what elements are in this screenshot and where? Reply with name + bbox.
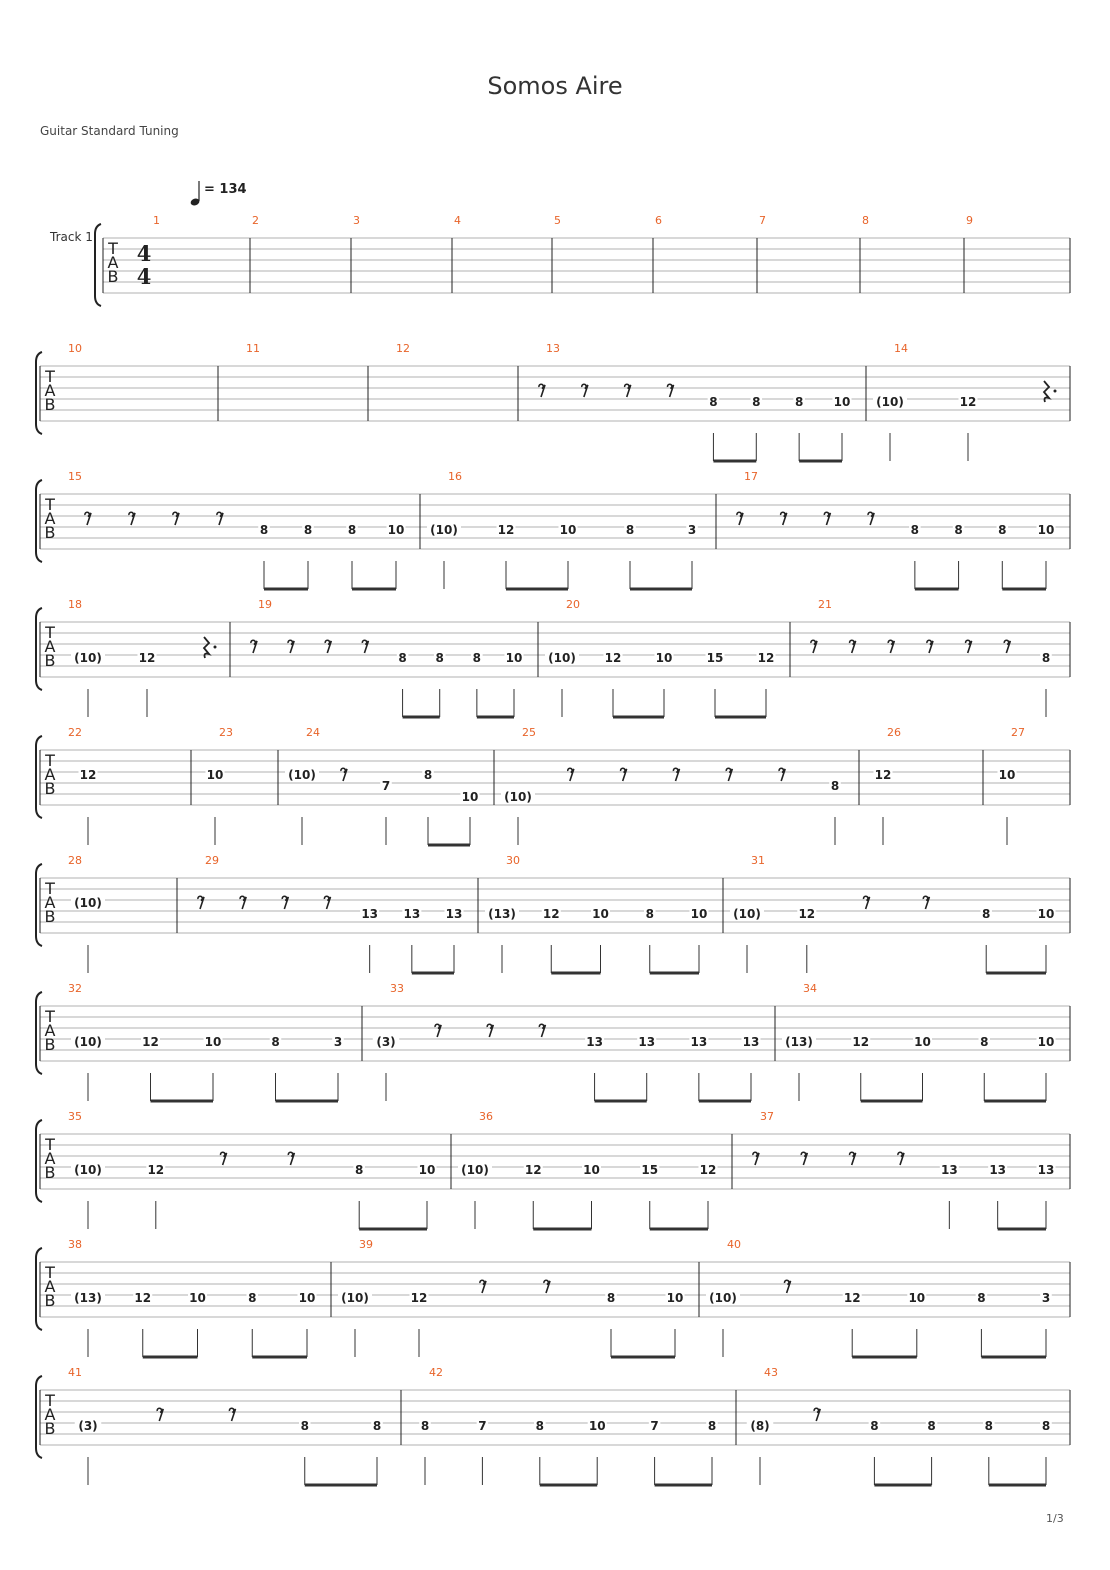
system-bracket xyxy=(36,1120,42,1202)
tab-clef-letter: T xyxy=(108,239,118,258)
eighth-rest xyxy=(173,512,179,525)
eighth-rest xyxy=(737,512,743,525)
measure-number: 9 xyxy=(966,214,973,227)
fret-number: 10 xyxy=(1037,523,1055,537)
fret-number: 8 xyxy=(303,523,313,537)
fret-number: 3 xyxy=(333,1035,343,1049)
fret-number: (10) xyxy=(548,651,576,665)
fret-number: 10 xyxy=(1037,907,1055,921)
fret-number: (3) xyxy=(376,1035,396,1049)
measure-number: 43 xyxy=(764,1366,778,1379)
tab-clef-letter: B xyxy=(44,779,56,798)
tab-clef-letter: T xyxy=(45,367,55,386)
fret-number: 8 xyxy=(259,523,269,537)
eighth-rest xyxy=(85,512,91,525)
tab-clef-letter: T xyxy=(45,1135,55,1154)
fret-number: 12 xyxy=(757,651,775,665)
fret-number: 12 xyxy=(959,395,977,409)
tab-clef-letter: B xyxy=(107,267,119,286)
measure-number: 28 xyxy=(68,854,82,867)
fret-number: 12 xyxy=(497,523,515,537)
tab-clef-letter: T xyxy=(45,879,55,898)
system-bracket xyxy=(36,864,42,946)
fret-number: 8 xyxy=(300,1419,309,1433)
fret-number: (3) xyxy=(78,1419,98,1433)
eighth-rest xyxy=(229,1408,235,1421)
eighth-rest xyxy=(668,384,674,397)
measure-number: 40 xyxy=(727,1238,741,1251)
eighth-rest xyxy=(625,384,631,397)
fret-number: 10 xyxy=(387,523,405,537)
tab-clef-letter: B xyxy=(44,1163,56,1182)
fret-number: 8 xyxy=(271,1035,280,1049)
eighth-rest xyxy=(850,640,856,653)
fret-number: 13 xyxy=(403,907,421,921)
eighth-rest xyxy=(801,1152,807,1165)
fret-number: (10) xyxy=(733,907,761,921)
eighth-rest xyxy=(864,896,870,909)
fret-number: 12 xyxy=(852,1035,870,1049)
eighth-rest xyxy=(850,1152,856,1165)
eighth-rest xyxy=(341,768,347,781)
eighth-rest xyxy=(811,640,817,653)
measure-number: 12 xyxy=(396,342,410,355)
fret-number: (13) xyxy=(488,907,516,921)
eighth-rest xyxy=(539,1024,545,1037)
tab-clef-letter: A xyxy=(44,765,56,784)
measure-number: 19 xyxy=(258,598,272,611)
eighth-rest xyxy=(568,768,574,781)
eighth-rest xyxy=(621,768,627,781)
fret-number: 12 xyxy=(843,1291,861,1305)
fret-number: 10 xyxy=(592,907,609,921)
eighth-rest xyxy=(966,640,972,653)
fret-number: 8 xyxy=(830,779,840,793)
fret-number: 8 xyxy=(910,523,920,537)
system-bracket xyxy=(36,1376,42,1458)
measure-number: 42 xyxy=(429,1366,443,1379)
fret-number: 13 xyxy=(638,1035,656,1049)
tab-clef-letter: T xyxy=(45,751,55,770)
fret-number: 8 xyxy=(998,523,1007,537)
fret-number: 12 xyxy=(699,1163,717,1177)
fret-number: 12 xyxy=(524,1163,542,1177)
tab-clef-letter: T xyxy=(45,1391,55,1410)
fret-number: 13 xyxy=(742,1035,760,1049)
eighth-rest xyxy=(868,512,874,525)
fret-number: (10) xyxy=(430,523,458,537)
fret-number: 8 xyxy=(606,1291,616,1305)
fret-number: 8 xyxy=(870,1419,879,1433)
eighth-rest xyxy=(435,1024,441,1037)
eighth-rest xyxy=(288,1152,294,1165)
eighth-rest xyxy=(582,384,588,397)
time-signature-top: 4 xyxy=(136,241,152,266)
fret-number: (13) xyxy=(74,1291,102,1305)
measure-number: 32 xyxy=(68,982,82,995)
tab-clef-letter: B xyxy=(44,651,56,670)
measure-number: 31 xyxy=(751,854,765,867)
tab-clef-letter: A xyxy=(44,1277,56,1296)
dot xyxy=(214,646,217,649)
fret-number: 10 xyxy=(998,768,1016,782)
measure-number: 35 xyxy=(68,1110,82,1123)
eighth-rest xyxy=(487,1024,493,1037)
measure-number: 6 xyxy=(655,214,662,227)
fret-number: 12 xyxy=(874,768,892,782)
fret-number: 8 xyxy=(954,523,963,537)
fret-number: 15 xyxy=(641,1163,659,1177)
measure-number: 26 xyxy=(887,726,901,739)
eighth-rest xyxy=(781,512,787,525)
fret-number: 8 xyxy=(248,1291,257,1305)
measure-number: 25 xyxy=(522,726,536,739)
fret-number: 12 xyxy=(798,907,816,921)
tab-clef-letter: A xyxy=(44,509,56,528)
fret-number: 8 xyxy=(645,907,654,921)
measure-number: 5 xyxy=(554,214,561,227)
fret-number: 13 xyxy=(586,1035,603,1049)
tab-clef-letter: A xyxy=(44,637,56,656)
fret-number: (10) xyxy=(74,651,102,665)
fret-number: 8 xyxy=(535,1419,544,1433)
fret-number: 8 xyxy=(347,523,357,537)
fret-number: 8 xyxy=(398,651,407,665)
measure-number: 39 xyxy=(359,1238,373,1251)
system-bracket xyxy=(36,608,42,690)
measure-number: 17 xyxy=(744,470,758,483)
tab-clef-letter: B xyxy=(44,1035,56,1054)
tab-clef-letter: A xyxy=(44,893,56,912)
fret-number: 10 xyxy=(298,1291,316,1305)
measure-number: 38 xyxy=(68,1238,82,1251)
tempo-marking: = 134 xyxy=(204,182,247,197)
eighth-rest xyxy=(282,896,288,909)
eighth-rest xyxy=(779,768,785,781)
fret-number: (10) xyxy=(341,1291,369,1305)
measure-number: 4 xyxy=(454,214,461,227)
tab-clef-letter: A xyxy=(44,381,56,400)
fret-number: (10) xyxy=(461,1163,489,1177)
measure-number: 15 xyxy=(68,470,82,483)
fret-number: 10 xyxy=(833,395,851,409)
measure-number: 23 xyxy=(219,726,233,739)
fret-number: 13 xyxy=(361,907,379,921)
fret-number: 8 xyxy=(472,651,482,665)
tab-clef-letter: T xyxy=(45,1007,55,1026)
eighth-rest xyxy=(824,512,830,525)
fret-number: 12 xyxy=(410,1291,428,1305)
fret-number: 8 xyxy=(423,768,433,782)
fret-number: 12 xyxy=(79,768,97,782)
eighth-rest xyxy=(480,1280,486,1293)
eighth-rest xyxy=(726,768,732,781)
fret-number: 10 xyxy=(690,907,708,921)
measure-number: 27 xyxy=(1011,726,1025,739)
fret-number: (10) xyxy=(876,395,904,409)
measure-number: 20 xyxy=(566,598,580,611)
eighth-rest xyxy=(923,896,929,909)
eighth-rest xyxy=(544,1280,550,1293)
fret-number: (10) xyxy=(504,790,532,804)
dot xyxy=(1054,390,1057,393)
fret-number: 7 xyxy=(650,1419,659,1433)
tab-clef-letter: B xyxy=(44,395,56,414)
fret-number: (10) xyxy=(74,1163,102,1177)
measure-number: 24 xyxy=(306,726,320,739)
fret-number: 7 xyxy=(478,1419,487,1433)
fret-number: 8 xyxy=(707,1419,717,1433)
fret-number: 3 xyxy=(687,523,697,537)
measure-number: 10 xyxy=(68,342,82,355)
time-signature-bottom: 4 xyxy=(136,264,152,289)
fret-number: 10 xyxy=(559,523,577,537)
song-title: Somos Aire xyxy=(487,72,623,100)
tab-clef-letter: T xyxy=(45,1263,55,1282)
measure-number: 29 xyxy=(205,854,219,867)
fret-number: 12 xyxy=(134,1291,152,1305)
tab-clef-letter: A xyxy=(44,1149,56,1168)
eighth-rest xyxy=(362,640,368,653)
fret-number: (10) xyxy=(74,896,102,910)
fret-number: 10 xyxy=(206,768,224,782)
fret-number: 8 xyxy=(435,651,444,665)
system-bracket xyxy=(36,352,42,434)
tab-clef-letter: B xyxy=(44,1291,56,1310)
fret-number: 8 xyxy=(1041,1419,1051,1433)
system-bracket xyxy=(36,1248,42,1330)
measure-number: 8 xyxy=(862,214,869,227)
measure-number: 21 xyxy=(818,598,832,611)
fret-number: 3 xyxy=(1041,1291,1051,1305)
eighth-rest xyxy=(157,1408,163,1421)
fret-number: 10 xyxy=(666,1291,684,1305)
eighth-rest xyxy=(673,768,679,781)
system-bracket xyxy=(95,224,101,306)
fret-number: 8 xyxy=(752,395,761,409)
fret-number: 8 xyxy=(927,1419,936,1433)
tab-clef-letter: T xyxy=(45,495,55,514)
tab-clef-letter: A xyxy=(44,1405,56,1424)
fret-number: 10 xyxy=(914,1035,931,1049)
fret-number: (13) xyxy=(785,1035,813,1049)
measure-number: 33 xyxy=(390,982,404,995)
track-label: Track 1 xyxy=(50,230,93,244)
eighth-rest xyxy=(325,640,331,653)
tuning-label: Guitar Standard Tuning xyxy=(40,124,179,138)
eighth-rest xyxy=(888,640,894,653)
measure-number: 11 xyxy=(246,342,260,355)
fret-number: 10 xyxy=(505,651,523,665)
fret-number: 10 xyxy=(461,790,479,804)
fret-number: 15 xyxy=(706,651,724,665)
eighth-rest xyxy=(753,1152,759,1165)
fret-number: 13 xyxy=(940,1163,958,1177)
fret-number: 8 xyxy=(355,1163,364,1177)
measure-number: 34 xyxy=(803,982,817,995)
measure-number: 1 xyxy=(153,214,160,227)
eighth-rest xyxy=(217,512,223,525)
tab-clef-letter: T xyxy=(45,623,55,642)
eighth-rest xyxy=(240,896,246,909)
fret-number: 8 xyxy=(420,1419,430,1433)
eighth-rest xyxy=(927,640,933,653)
eighth-rest xyxy=(814,1408,820,1421)
tab-clef-letter: A xyxy=(107,253,119,272)
fret-number: 12 xyxy=(542,907,560,921)
tab-clef-letter: B xyxy=(44,1419,56,1438)
system-bracket xyxy=(36,992,42,1074)
fret-number: (10) xyxy=(288,768,316,782)
fret-number: 10 xyxy=(1037,1035,1055,1049)
fret-number: 10 xyxy=(583,1163,600,1177)
fret-number: 8 xyxy=(980,1035,989,1049)
fret-number: 12 xyxy=(142,1035,159,1049)
eighth-rest xyxy=(288,640,294,653)
fret-number: 13 xyxy=(1037,1163,1055,1177)
measure-number: 30 xyxy=(506,854,520,867)
fret-number: 12 xyxy=(147,1163,165,1177)
fret-number: 8 xyxy=(709,395,718,409)
eighth-rest xyxy=(898,1152,904,1165)
measure-number: 14 xyxy=(894,342,908,355)
measure-number: 36 xyxy=(479,1110,493,1123)
measure-number: 2 xyxy=(252,214,259,227)
fret-number: (10) xyxy=(74,1035,102,1049)
eighth-rest xyxy=(785,1280,791,1293)
fret-number: (8) xyxy=(750,1419,770,1433)
fret-number: 13 xyxy=(690,1035,708,1049)
tab-clef-letter: B xyxy=(44,907,56,926)
page-number: 1/3 xyxy=(1046,1512,1064,1525)
eighth-rest xyxy=(324,896,330,909)
measure-number: 13 xyxy=(546,342,560,355)
fret-number: 8 xyxy=(977,1291,986,1305)
measure-number: 3 xyxy=(353,214,360,227)
measure-number: 18 xyxy=(68,598,82,611)
eighth-rest xyxy=(539,384,545,397)
measure-number: 22 xyxy=(68,726,82,739)
fret-number: 10 xyxy=(418,1163,436,1177)
fret-number: 8 xyxy=(794,395,804,409)
fret-number: 13 xyxy=(445,907,463,921)
fret-number: 8 xyxy=(1041,651,1051,665)
system-bracket xyxy=(36,736,42,818)
fret-number: 10 xyxy=(908,1291,926,1305)
fret-number: 12 xyxy=(604,651,622,665)
measure-number: 41 xyxy=(68,1366,82,1379)
fret-number: 10 xyxy=(189,1291,206,1305)
eighth-rest xyxy=(129,512,135,525)
eighth-rest xyxy=(1004,640,1010,653)
eighth-rest xyxy=(198,896,204,909)
fret-number: 8 xyxy=(982,907,991,921)
fret-number: 7 xyxy=(381,779,391,793)
fret-number: 13 xyxy=(989,1163,1007,1177)
fret-number: 8 xyxy=(625,523,635,537)
tab-clef-letter: B xyxy=(44,523,56,542)
fret-number: 8 xyxy=(372,1419,382,1433)
system-bracket xyxy=(36,480,42,562)
eighth-rest xyxy=(251,640,257,653)
measure-number: 7 xyxy=(759,214,766,227)
fret-number: 12 xyxy=(138,651,156,665)
measure-number: 16 xyxy=(448,470,462,483)
fret-number: 8 xyxy=(984,1419,993,1433)
measure-number: 37 xyxy=(760,1110,774,1123)
tab-clef-letter: A xyxy=(44,1021,56,1040)
fret-number: 10 xyxy=(655,651,673,665)
fret-number: 10 xyxy=(588,1419,606,1433)
eighth-rest xyxy=(221,1152,227,1165)
fret-number: 10 xyxy=(204,1035,222,1049)
fret-number: (10) xyxy=(709,1291,737,1305)
